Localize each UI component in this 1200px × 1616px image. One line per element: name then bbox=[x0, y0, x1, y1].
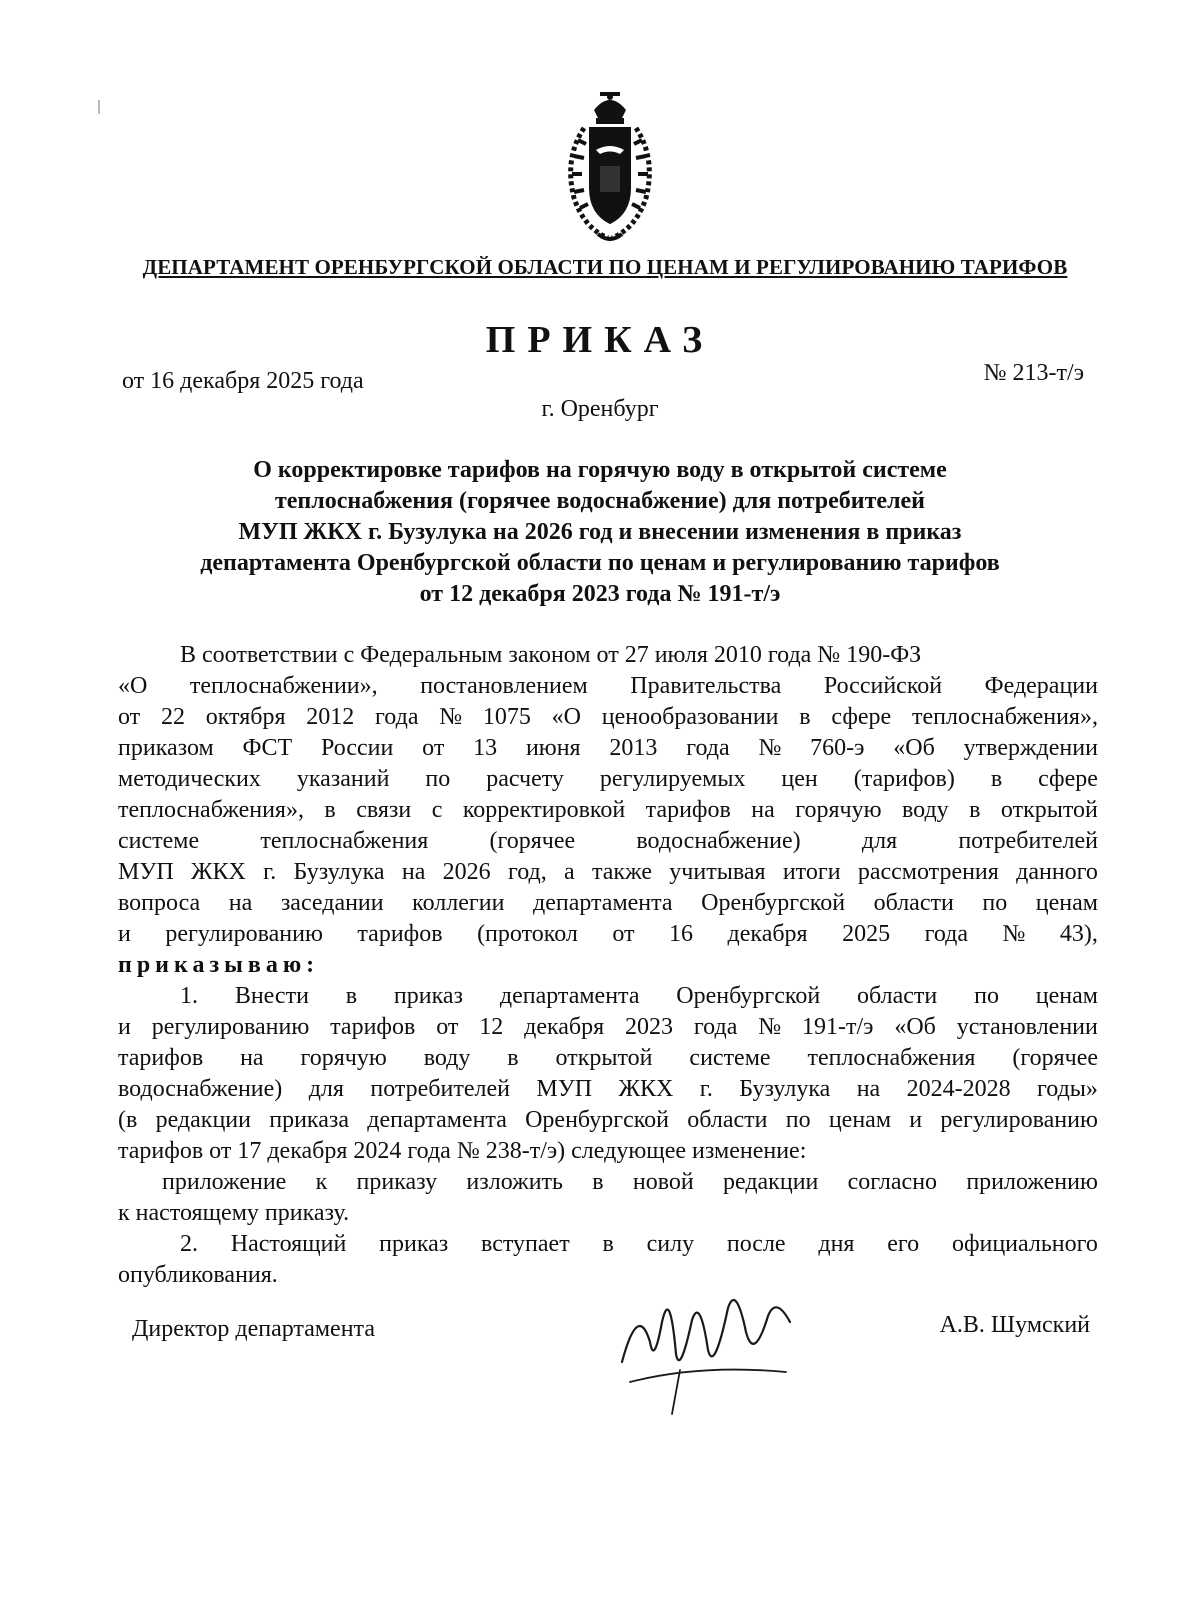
body-word: ЖКХ bbox=[618, 1076, 674, 1102]
body-word: 12 bbox=[479, 1014, 504, 1040]
body-word: на bbox=[228, 890, 253, 916]
body-word: департамента bbox=[367, 1107, 507, 1133]
body-line bbox=[118, 1167, 1098, 1198]
subject-line: департамента Оренбургской области по ценам и регулированию тарифов bbox=[200, 550, 1000, 576]
body-word: сфере bbox=[1038, 766, 1098, 792]
body-word: постановлением bbox=[420, 673, 588, 699]
document-title: ПРИКАЗ bbox=[485, 319, 715, 361]
subject-line: теплоснабжения (горячее водоснабжение) для потребителей bbox=[274, 488, 926, 514]
body-word: учитывая bbox=[669, 859, 766, 885]
body-word: воду bbox=[901, 797, 949, 823]
body-word: (горячее bbox=[1012, 1045, 1098, 1071]
body-line bbox=[118, 857, 1098, 888]
body-line bbox=[118, 1043, 1098, 1074]
coat-of-arms-emblem bbox=[550, 88, 670, 248]
body-word: области bbox=[857, 983, 938, 1009]
body-word: области bbox=[873, 890, 954, 916]
body-word: корректировкой bbox=[462, 797, 626, 823]
body-word: регулированию bbox=[940, 1107, 1098, 1133]
body-word: МУП bbox=[118, 859, 174, 885]
body-word: приложение bbox=[162, 1169, 287, 1195]
department-header: ДЕПАРТАМЕНТ ОРЕНБУРГСКОЙ ОБЛАСТИ ПО ЦЕНАМ И РЕГУЛИРОВАНИЮ ТАРИФОВ bbox=[142, 255, 1068, 279]
body-word: заседании bbox=[280, 890, 384, 916]
body-word: рассмотрения bbox=[857, 859, 999, 885]
handwritten-signature bbox=[610, 1262, 810, 1432]
body-word: ФСТ bbox=[242, 735, 293, 761]
order-body bbox=[118, 640, 1098, 1291]
body-word: департамента bbox=[499, 983, 640, 1009]
body-word: вступает bbox=[481, 1231, 570, 1257]
body-word: 16 bbox=[669, 921, 694, 947]
body-word: в bbox=[324, 797, 336, 823]
body-line bbox=[118, 919, 1098, 950]
body-word: ценам bbox=[1035, 983, 1098, 1009]
order-word: приказываю: bbox=[118, 952, 320, 978]
body-word: тарифов bbox=[645, 797, 731, 823]
body-line bbox=[118, 671, 1098, 702]
body-word: редакции bbox=[722, 1169, 819, 1195]
body-line bbox=[118, 764, 1098, 795]
order-subject bbox=[140, 455, 1060, 610]
body-word: цен bbox=[781, 766, 818, 792]
body-word: открытой bbox=[555, 1045, 653, 1071]
body-word: для bbox=[308, 1076, 344, 1102]
body-word: дня bbox=[818, 1231, 855, 1257]
body-word: декабря bbox=[524, 1014, 605, 1040]
body-word: приказу bbox=[356, 1169, 438, 1195]
body-word: декабря bbox=[727, 921, 808, 947]
body-line bbox=[118, 702, 1098, 733]
body-word: 191-т/э bbox=[802, 1014, 874, 1040]
order-city: г. Оренбург bbox=[541, 396, 659, 422]
body-word: приказом bbox=[118, 735, 214, 761]
body-word: годы» bbox=[1037, 1076, 1098, 1102]
signatory-name: А.В. Шумский bbox=[939, 1312, 1090, 1338]
body-word: в bbox=[990, 766, 1003, 792]
body-line bbox=[118, 888, 1098, 919]
body-word: теплоснабжения», bbox=[118, 797, 304, 823]
body-word: 2025 bbox=[842, 921, 891, 947]
body-line bbox=[118, 1229, 1098, 1260]
body-word: для bbox=[861, 828, 898, 854]
body-line bbox=[118, 981, 1098, 1012]
body-word: г. bbox=[699, 1076, 713, 1102]
body-word: 22 bbox=[160, 704, 185, 730]
body-line bbox=[118, 1105, 1098, 1136]
body-word: № bbox=[439, 704, 463, 730]
body-word: утверждении bbox=[963, 735, 1098, 761]
body-word: 2023 bbox=[625, 1014, 674, 1040]
body-word: Оренбургской bbox=[525, 1107, 669, 1133]
body-word: 2024-2028 bbox=[906, 1076, 1011, 1102]
body-word: Федерации bbox=[984, 673, 1098, 699]
body-line bbox=[118, 795, 1098, 826]
body-word: указаний bbox=[296, 766, 390, 792]
body-word: и bbox=[118, 921, 131, 947]
body-word: Правительства bbox=[630, 673, 782, 699]
body-word: Бузулука bbox=[739, 1076, 831, 1102]
body-word: Оренбургской bbox=[701, 890, 846, 916]
body-word: потребителей bbox=[958, 828, 1098, 854]
body-word: года bbox=[693, 1014, 738, 1040]
body-word: к bbox=[315, 1169, 328, 1195]
subject-line: от 12 декабря 2023 года № 191-т/э bbox=[419, 581, 781, 607]
body-word: после bbox=[726, 1231, 786, 1257]
body-word: 2026 bbox=[442, 859, 491, 885]
subject-line: МУП ЖКХ г. Бузулука на 2026 год и внесении изменения в приказ bbox=[238, 519, 962, 545]
body-word: на bbox=[240, 1045, 264, 1071]
body-word: методических bbox=[118, 766, 261, 792]
body-line: тарифов от 17 декабря 2024 года № 238-т/э) следующее изменение: bbox=[118, 1138, 807, 1164]
body-word: Настоящий bbox=[230, 1231, 347, 1257]
body-word: от bbox=[612, 921, 635, 947]
body-word: департамента bbox=[532, 890, 673, 916]
body-word: воду bbox=[423, 1045, 471, 1071]
body-word: открытой bbox=[1000, 797, 1098, 823]
body-word: Бузулука bbox=[293, 859, 385, 885]
body-word: а bbox=[564, 859, 575, 885]
body-line: В соответствии с Федеральным законом от 27 июля 2010 года № 190-ФЗ bbox=[180, 642, 922, 668]
body-word: данного bbox=[1016, 859, 1098, 885]
body-word: установлении bbox=[956, 1014, 1098, 1040]
body-word: год, bbox=[507, 859, 547, 885]
body-word: года bbox=[686, 735, 730, 761]
body-word: регулированию bbox=[165, 921, 323, 947]
body-word: приложению bbox=[966, 1169, 1098, 1195]
body-word: июня bbox=[525, 735, 581, 761]
body-word: 13 bbox=[473, 735, 498, 761]
body-word: водоснабжение) bbox=[118, 1076, 283, 1102]
body-word: и bbox=[909, 1107, 923, 1133]
body-word: вопроса bbox=[118, 890, 201, 916]
body-word: регулируемых bbox=[599, 766, 746, 792]
body-word: (в bbox=[118, 1107, 138, 1133]
body-word: также bbox=[591, 859, 652, 885]
body-word: официального bbox=[951, 1231, 1098, 1257]
body-word: от bbox=[118, 704, 141, 730]
body-word: от bbox=[422, 735, 445, 761]
body-word: (тарифов) bbox=[853, 766, 955, 792]
body-word: по bbox=[982, 890, 1008, 916]
body-word: в bbox=[507, 1045, 519, 1071]
body-word: 2012 bbox=[306, 704, 355, 730]
body-word: на bbox=[856, 1076, 881, 1102]
body-word: и bbox=[118, 1014, 131, 1040]
body-word: ценам bbox=[828, 1107, 892, 1133]
body-word: № bbox=[758, 1014, 782, 1040]
body-word: новой bbox=[632, 1169, 694, 1195]
body-word: теплоснабжения», bbox=[911, 704, 1098, 730]
body-line bbox=[118, 826, 1098, 857]
body-word: тарифов bbox=[118, 1045, 204, 1071]
body-word: в bbox=[799, 704, 811, 730]
body-word: силу bbox=[646, 1231, 695, 1257]
body-word: регулированию bbox=[151, 1014, 310, 1040]
body-word: расчету bbox=[486, 766, 564, 792]
body-word: на bbox=[401, 859, 426, 885]
body-word: Российской bbox=[823, 673, 943, 699]
body-word: по bbox=[425, 766, 451, 792]
body-word: на bbox=[751, 797, 775, 823]
body-word: года bbox=[924, 921, 969, 947]
body-word: области bbox=[687, 1107, 768, 1133]
body-word: от bbox=[436, 1014, 459, 1040]
body-word: теплоснабжения bbox=[260, 828, 429, 854]
body-word: в bbox=[969, 797, 981, 823]
body-line: опубликования. bbox=[118, 1262, 278, 1288]
body-word: в bbox=[345, 983, 358, 1009]
body-word: по bbox=[974, 983, 999, 1009]
body-word: ЖКХ bbox=[190, 859, 246, 885]
body-word: октября bbox=[205, 704, 286, 730]
order-date: от 16 декабря 2025 года bbox=[122, 368, 364, 394]
body-word: редакции bbox=[155, 1107, 251, 1133]
body-word: с bbox=[431, 797, 443, 823]
body-word: года bbox=[375, 704, 419, 730]
body-word: изложить bbox=[466, 1169, 563, 1195]
scan-artifact bbox=[98, 100, 100, 114]
body-word: теплоснабжения bbox=[807, 1045, 976, 1071]
body-word: «Об bbox=[893, 735, 935, 761]
body-word: Оренбургской bbox=[676, 983, 821, 1009]
body-line bbox=[118, 1074, 1098, 1105]
body-line bbox=[118, 1012, 1098, 1043]
body-word: 1. bbox=[180, 983, 198, 1009]
body-word: России bbox=[320, 735, 394, 761]
body-word: 43), bbox=[1059, 921, 1098, 947]
body-word: коллегии bbox=[412, 890, 505, 916]
body-word: согласно bbox=[847, 1169, 938, 1195]
body-word: по bbox=[785, 1107, 811, 1133]
body-word: в bbox=[592, 1169, 604, 1195]
body-word: в bbox=[602, 1231, 614, 1257]
body-word: системе bbox=[118, 828, 200, 854]
body-word: 1075 bbox=[482, 704, 531, 730]
body-word: горячую bbox=[300, 1045, 387, 1071]
body-word: системе bbox=[689, 1045, 771, 1071]
subject-line: О корректировке тарифов на горячую воду в открытой системе bbox=[253, 457, 947, 483]
body-word: итоги bbox=[782, 859, 841, 885]
body-word: № bbox=[758, 735, 782, 761]
body-word: ценам bbox=[1035, 890, 1098, 916]
body-word: (горячее bbox=[489, 828, 576, 854]
body-word: связи bbox=[356, 797, 412, 823]
body-line bbox=[118, 733, 1098, 764]
body-word: приказ bbox=[393, 983, 464, 1009]
signatory-position: Директор департамента bbox=[132, 1316, 375, 1342]
body-line: к настоящему приказу. bbox=[118, 1200, 350, 1226]
body-word: ценообразовании bbox=[601, 704, 779, 730]
body-word: потребителей bbox=[370, 1076, 510, 1102]
body-word: тарифов bbox=[330, 1014, 416, 1040]
body-word: приказ bbox=[379, 1231, 449, 1257]
body-word: его bbox=[887, 1231, 920, 1257]
body-word: 2013 bbox=[609, 735, 658, 761]
body-word: Внести bbox=[234, 983, 309, 1009]
body-word: «О bbox=[551, 704, 582, 730]
body-word: 2. bbox=[180, 1231, 198, 1257]
body-word: водоснабжение) bbox=[636, 828, 801, 854]
body-word: МУП bbox=[536, 1076, 593, 1102]
body-word: г. bbox=[263, 859, 277, 885]
body-word: 760-э bbox=[810, 735, 865, 761]
body-word: горячую bbox=[795, 797, 882, 823]
body-word: № bbox=[1002, 921, 1026, 947]
body-word: «Об bbox=[894, 1014, 936, 1040]
body-word: теплоснабжении», bbox=[189, 673, 378, 699]
order-number: № 213-т/э bbox=[983, 360, 1084, 386]
body-word: (протокол bbox=[477, 921, 578, 947]
body-word: тарифов bbox=[357, 921, 443, 947]
body-word: «О bbox=[118, 673, 148, 699]
body-word: сфере bbox=[831, 704, 892, 730]
body-word: приказа bbox=[269, 1107, 349, 1133]
